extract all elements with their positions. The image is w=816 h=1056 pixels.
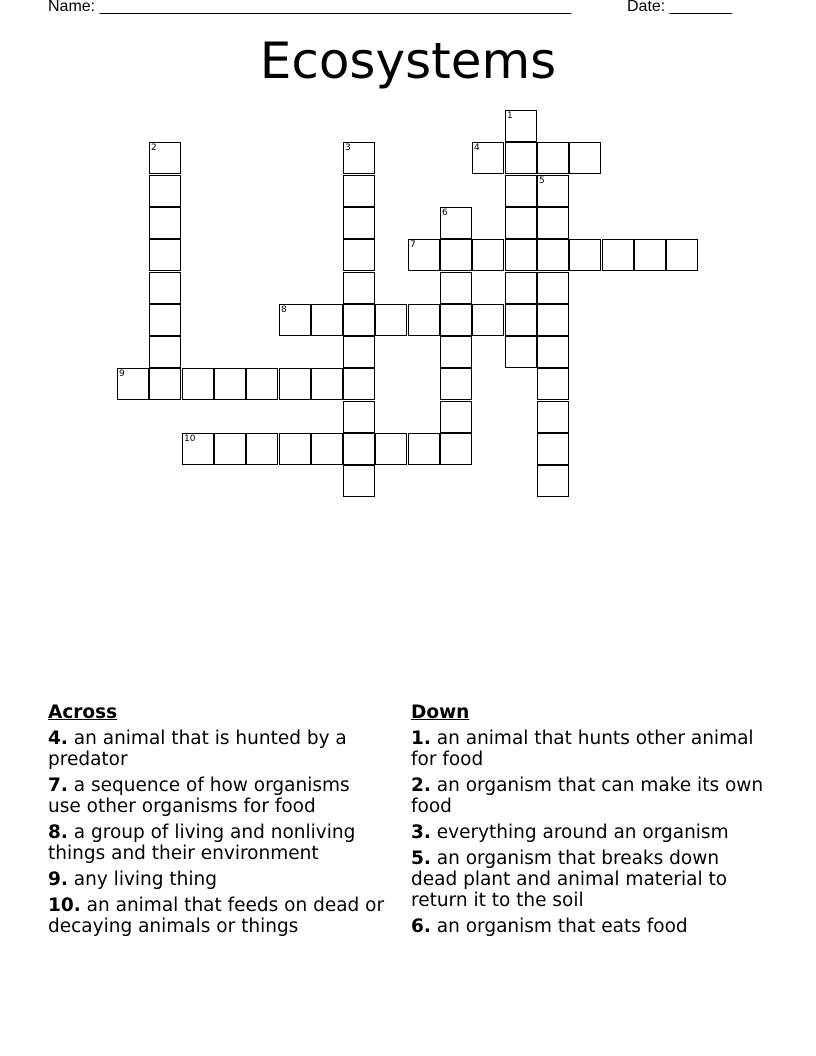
- grid-cell[interactable]: [343, 433, 375, 465]
- grid-cell[interactable]: [537, 207, 569, 239]
- clue-number: 5.: [411, 848, 431, 869]
- clue-number: 2.: [411, 775, 431, 796]
- grid-cell[interactable]: [505, 239, 537, 271]
- crossword-grid: [0, 0, 816, 520]
- grid-cell[interactable]: [505, 175, 537, 207]
- grid-cell[interactable]: [279, 304, 311, 336]
- grid-cell[interactable]: [149, 368, 181, 400]
- cell-number: 2: [151, 143, 157, 153]
- clue-number: 3.: [411, 822, 431, 843]
- cell-number: 5: [539, 176, 545, 186]
- grid-cell[interactable]: [343, 401, 375, 433]
- grid-cell[interactable]: [537, 142, 569, 174]
- grid-cell[interactable]: [569, 142, 601, 174]
- grid-cell[interactable]: [472, 304, 504, 336]
- grid-cell[interactable]: [343, 368, 375, 400]
- grid-cell[interactable]: [408, 304, 440, 336]
- grid-cell[interactable]: [537, 304, 569, 336]
- clue-number: 1.: [411, 728, 431, 749]
- grid-cell[interactable]: [537, 433, 569, 465]
- grid-cell[interactable]: [149, 142, 181, 174]
- grid-cell[interactable]: [149, 239, 181, 271]
- grid-cell[interactable]: [505, 304, 537, 336]
- grid-cell[interactable]: [440, 368, 472, 400]
- grid-cell[interactable]: [311, 433, 343, 465]
- grid-cell[interactable]: [182, 433, 214, 465]
- grid-cell[interactable]: [537, 239, 569, 271]
- grid-cell[interactable]: [440, 272, 472, 304]
- grid-cell[interactable]: [537, 368, 569, 400]
- clue-across-4: [48, 728, 388, 770]
- clue-text: a group of living and nonliving things and their environment: [48, 822, 356, 864]
- grid-cell[interactable]: [343, 272, 375, 304]
- cell-number: 7: [410, 240, 416, 250]
- clue-text: an animal that feeds on dead or decaying animals or things: [48, 895, 385, 937]
- grid-cell[interactable]: [149, 304, 181, 336]
- grid-cell[interactable]: [440, 304, 472, 336]
- clue-down-2: [411, 775, 771, 817]
- grid-cell[interactable]: [311, 304, 343, 336]
- clue-text: an organism that can make its own food: [411, 775, 764, 817]
- grid-cell[interactable]: [246, 368, 278, 400]
- grid-cell[interactable]: [440, 239, 472, 271]
- grid-cell[interactable]: [149, 175, 181, 207]
- clue-text: an animal that hunts other animal for food: [411, 728, 754, 770]
- cell-number: 6: [442, 208, 448, 218]
- grid-cell[interactable]: [214, 368, 246, 400]
- grid-cell[interactable]: [408, 433, 440, 465]
- cell-number: 8: [281, 305, 287, 315]
- page-title: Ecosystems: [259, 32, 557, 90]
- grid-cell[interactable]: [214, 433, 246, 465]
- grid-cell[interactable]: [505, 142, 537, 174]
- grid-cell[interactable]: [149, 207, 181, 239]
- cell-number: 1: [507, 111, 513, 121]
- cell-number: 3: [345, 143, 351, 153]
- grid-cell[interactable]: [505, 110, 537, 142]
- clue-text: an organism that breaks down dead plant and animal material to return it to the soil: [411, 848, 728, 911]
- clue-text: everything around an organism: [430, 822, 729, 843]
- grid-cell[interactable]: [375, 433, 407, 465]
- clue-number: 9.: [48, 869, 68, 890]
- clue-text: an animal that is hunted by a predator: [48, 728, 347, 770]
- grid-cell[interactable]: [440, 401, 472, 433]
- clue-text: a sequence of how organisms use other organisms for food: [48, 775, 350, 817]
- grid-cell[interactable]: [537, 336, 569, 368]
- grid-cell[interactable]: [375, 304, 407, 336]
- grid-cell[interactable]: [343, 175, 375, 207]
- grid-cell[interactable]: [537, 272, 569, 304]
- grid-cell[interactable]: [343, 239, 375, 271]
- down-heading: Down: [411, 702, 470, 723]
- grid-cell[interactable]: [505, 207, 537, 239]
- grid-cell[interactable]: [182, 368, 214, 400]
- cell-number: 10: [184, 434, 196, 444]
- grid-cell[interactable]: [343, 207, 375, 239]
- clue-across-9: [48, 869, 388, 890]
- grid-cell[interactable]: [440, 433, 472, 465]
- clue-down-6: [411, 916, 771, 937]
- grid-cell[interactable]: [343, 304, 375, 336]
- clue-across-10: [48, 895, 388, 937]
- grid-cell[interactable]: [408, 239, 440, 271]
- grid-cell[interactable]: [279, 368, 311, 400]
- grid-cell[interactable]: [569, 239, 601, 271]
- date-field[interactable]: Date: _______: [627, 0, 732, 15]
- cell-number: 4: [474, 143, 480, 153]
- grid-cell[interactable]: [472, 239, 504, 271]
- clue-text: any living thing: [67, 869, 217, 890]
- clue-down-3: [411, 822, 771, 843]
- grid-cell[interactable]: [246, 433, 278, 465]
- grid-cell[interactable]: [537, 175, 569, 207]
- grid-cell[interactable]: [440, 207, 472, 239]
- clue-number: 6.: [411, 916, 431, 937]
- across-heading: Across: [48, 702, 118, 723]
- grid-cell[interactable]: [311, 368, 343, 400]
- across-clues: [48, 702, 388, 942]
- grid-cell[interactable]: [440, 336, 472, 368]
- grid-cell[interactable]: [666, 239, 698, 271]
- grid-cell[interactable]: [505, 272, 537, 304]
- clue-number: 7.: [48, 775, 68, 796]
- grid-cell[interactable]: [149, 272, 181, 304]
- clue-number: 8.: [48, 822, 68, 843]
- clue-down-1: [411, 728, 771, 770]
- grid-cell[interactable]: [149, 336, 181, 368]
- clue-number: 10.: [48, 895, 81, 916]
- clue-number: 4.: [48, 728, 68, 749]
- grid-cell[interactable]: [505, 336, 537, 368]
- grid-cell[interactable]: [634, 239, 666, 271]
- name-field[interactable]: Name: _____________________________________________________: [48, 0, 572, 15]
- down-clues: [411, 702, 771, 942]
- grid-cell[interactable]: [343, 336, 375, 368]
- clue-text: an organism that eats food: [430, 916, 688, 937]
- clue-across-8: [48, 822, 388, 864]
- grid-cell[interactable]: [472, 142, 504, 174]
- grid-cell[interactable]: [343, 465, 375, 497]
- grid-cell[interactable]: [279, 433, 311, 465]
- grid-cell[interactable]: [602, 239, 634, 271]
- clue-across-7: [48, 775, 388, 817]
- grid-cell[interactable]: [117, 368, 149, 400]
- grid-cell[interactable]: [537, 401, 569, 433]
- grid-cell[interactable]: [537, 465, 569, 497]
- clue-down-5: [411, 848, 771, 911]
- grid-cell[interactable]: [343, 142, 375, 174]
- cell-number: 9: [119, 369, 125, 379]
